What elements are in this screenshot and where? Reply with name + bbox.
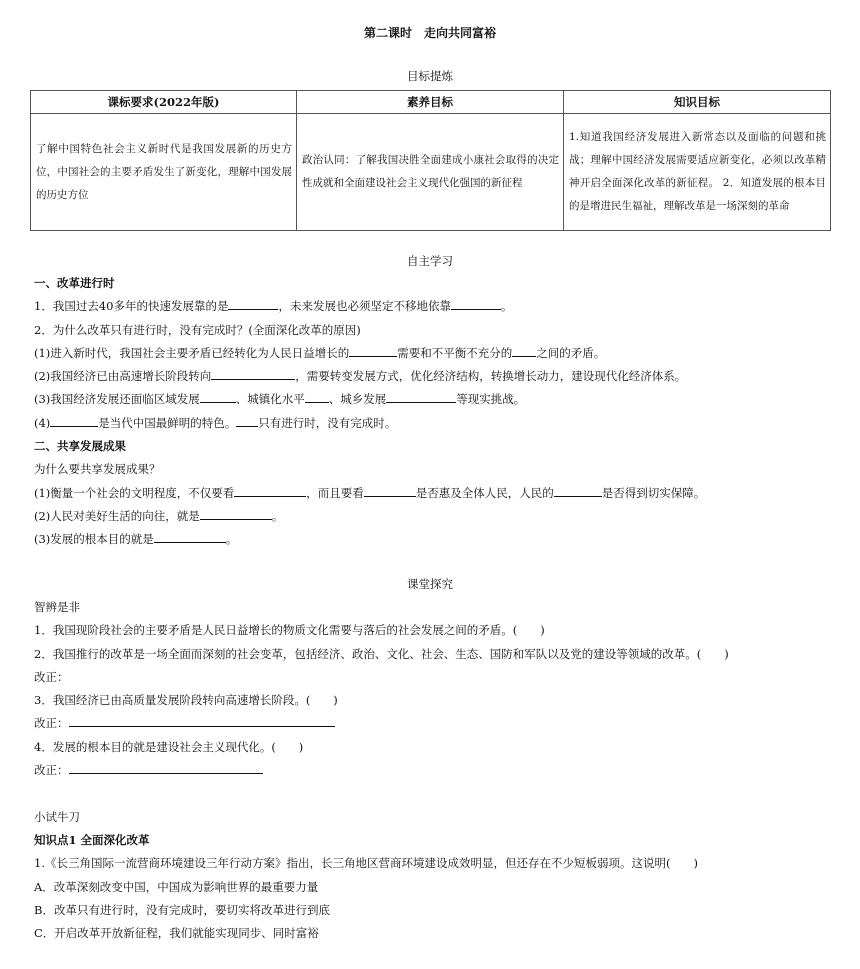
fix-line-4: 改正： <box>34 759 834 782</box>
correction-blank[interactable] <box>69 760 263 774</box>
judge-3: 3．我国经济已由高质量发展阶段转向高速增长阶段。( ) <box>34 693 338 708</box>
self-study-heading: 自主学习 <box>407 254 453 268</box>
cell-literacy: 政治认同：了解我国决胜全面建成小康社会取得的决定性成就和全面建设社会主义现代化强国的新征程 <box>297 114 564 231</box>
correction-blank[interactable] <box>69 713 335 727</box>
question-3-1: (1)衡量一个社会的文明程度，不仅要看 ，而且要看 是否惠及全体人民，人民的 是否得到切实保障。 <box>34 482 834 505</box>
goals-heading: 目标提炼 <box>407 69 453 83</box>
option-c[interactable]: C．开启改革开放新征程，我们就能实现同步、同时富裕 <box>34 926 319 941</box>
goals-header-row <box>31 91 831 114</box>
answer-blank[interactable] <box>50 413 98 427</box>
answer-blank[interactable] <box>154 529 226 543</box>
class-explore-heading: 课堂探究 <box>407 577 453 591</box>
header-knowledge: 知识目标 <box>564 91 831 114</box>
goals-table <box>30 90 831 231</box>
option-a[interactable]: A．改革深刻改变中国，中国成为影响世界的最重要力量 <box>34 879 319 894</box>
question-3-2: (2)人民对美好生活的向往，就是 。 <box>34 505 834 528</box>
question-2-4: (4) 是当代中国最鲜明的特色。 只有进行时，没有完成时。 <box>34 412 834 435</box>
answer-blank[interactable] <box>554 483 602 497</box>
question-3: 为什么要共享发展成果？ <box>34 462 161 477</box>
knowledge-point-1: 知识点1 全面深化改革 <box>34 832 150 847</box>
cell-curriculum: 了解中国特色社会主义新时代是我国发展新的历史方位，中国社会的主要矛盾发生了新变化，理解中国发展的历史方位 <box>31 114 297 231</box>
question-3-3: (3)发展的根本目的就是 。 <box>34 528 834 551</box>
answer-blank[interactable] <box>200 389 236 403</box>
answer-blank[interactable] <box>200 506 272 520</box>
question-2-2: (2)我国经济已由高速增长阶段转向 ，需要转变发展方式，优化经济结构，转换增长动力，建设现代化经济体系。 <box>34 365 834 388</box>
question-2-1: (1)进入新时代，我国社会主要矛盾已经转化为人民日益增长的 需要和不平衡不充分的 之间的矛盾。 <box>34 342 834 365</box>
mc-question-1: 1.《长三角国际一流营商环境建设三年行动方案》指出，长三角地区营商环境建设成效明显，但还存在不少短板弱项。这说明( ) <box>34 856 698 871</box>
lesson-title: 第二课时 走向共同富裕 <box>363 26 496 40</box>
answer-blank[interactable] <box>236 413 258 427</box>
judge-1: 1．我国现阶段社会的主要矛盾是人民日益增长的物质文化需要与落后的社会发展之间的矛盾。( ) <box>34 623 545 638</box>
question-2-3: (3)我国经济发展还面临区域发展 、城镇化水平 、城乡发展 等现实挑战。 <box>34 388 834 411</box>
judge-4: 4．发展的根本目的就是建设社会主义现代化。( ) <box>34 739 304 754</box>
answer-blank[interactable] <box>211 366 295 380</box>
practice-subtitle: 小试牛刀 <box>34 809 80 824</box>
part2-title: 二、共享发展成果 <box>34 439 126 454</box>
answer-blank[interactable] <box>228 296 278 310</box>
answer-blank[interactable] <box>349 343 397 357</box>
option-b[interactable]: B．改革只有进行时，没有完成时，要切实将改革进行到底 <box>34 902 330 917</box>
question-1: 1．我国过去40多年的快速发展靠的是 ，未来发展也必须坚定不移地依靠 。 <box>34 295 834 318</box>
class-explore-section <box>34 596 834 945</box>
header-literacy: 素养目标 <box>297 91 564 114</box>
answer-blank[interactable] <box>386 389 456 403</box>
answer-blank[interactable] <box>364 483 416 497</box>
cell-knowledge: 1.知道我国经济发展进入新常态以及面临的问题和挑战；理解中国经济发展需要适应新变化，必须以改革精神开启全面深化改革的新征程。 2．知道发展的根本目的是增进民生福祉，理解改革是一场深刻的革命 <box>564 114 831 231</box>
answer-blank[interactable] <box>512 343 536 357</box>
judge-2: 2．我国推行的改革是一场全面而深刻的社会变革，包括经济、政治、文化、社会、生态、国防和军队以及党的建设等领域的改革。( ) <box>34 646 729 661</box>
fix-line-3: 改正： <box>34 712 834 735</box>
part1-title: 一、改革进行时 <box>34 276 115 290</box>
self-study-section <box>34 272 834 552</box>
header-curriculum: 课标要求(2022年版) <box>31 91 297 114</box>
answer-blank[interactable] <box>234 483 306 497</box>
question-2: 2．为什么改革只有进行时，没有完成时？(全面深化改革的原因) <box>34 322 361 337</box>
fix-line-2: 改正： <box>34 669 69 684</box>
answer-blank[interactable] <box>451 296 501 310</box>
answer-blank[interactable] <box>305 389 329 403</box>
goals-content-row <box>31 114 831 231</box>
judge-subtitle: 智辨是非 <box>34 600 80 614</box>
